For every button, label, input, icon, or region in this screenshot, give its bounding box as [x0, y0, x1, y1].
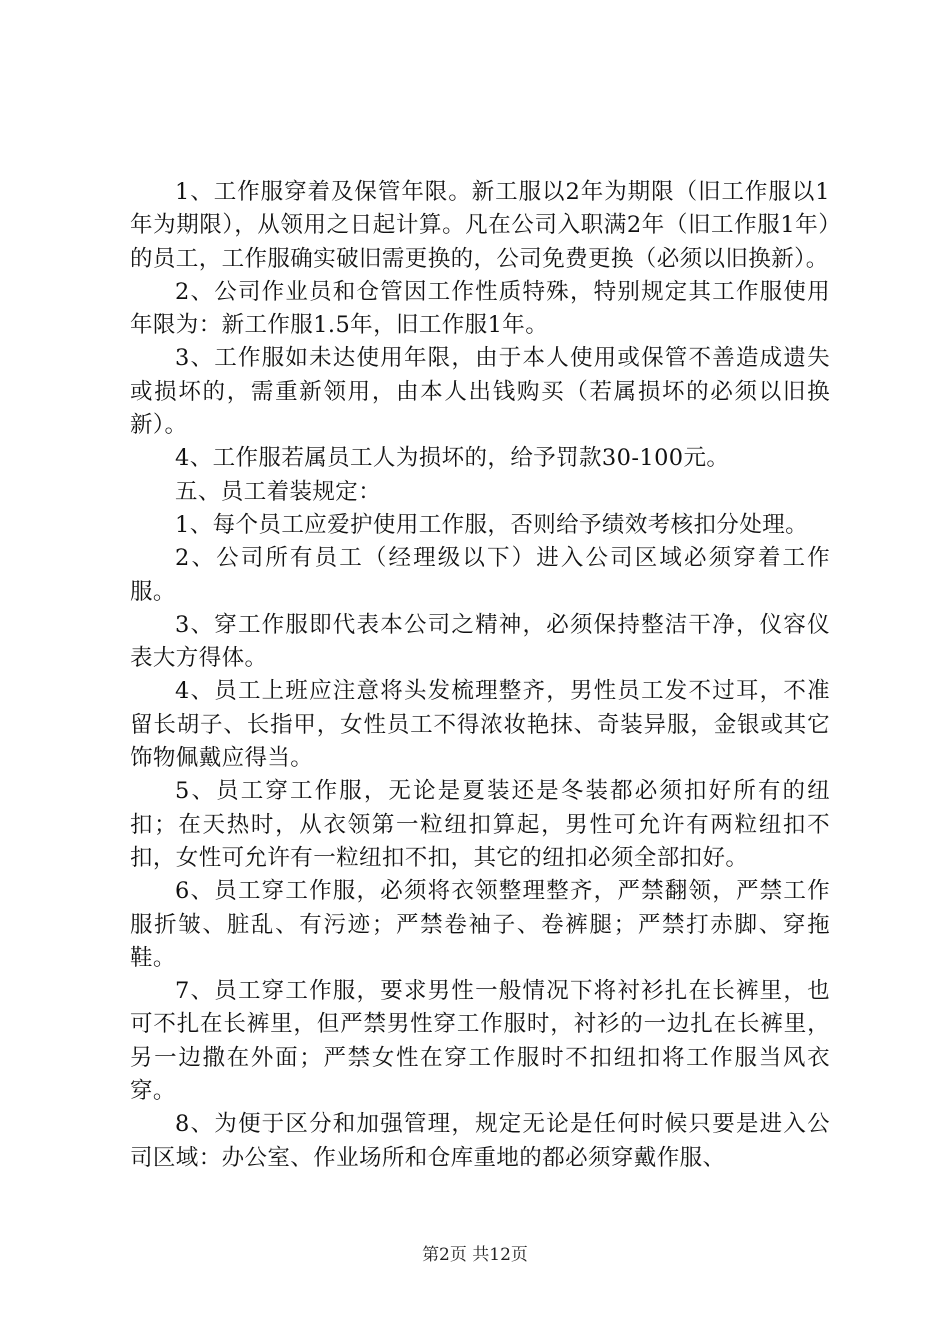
paragraph-grooming: 4、员工上班应注意将头发梳理整齐，男性员工发不过耳，不准留长胡子、长指甲，女性员工不得浓妆艳抹、奇装异服，金银或其它饰物佩戴应得当。: [130, 678, 830, 772]
paragraph-fine: 4、工作服若属员工人为损坏的，给予罚款30-100元。: [175, 445, 730, 472]
paragraph-special-staff-term: 2、公司作业员和仓管因工作性质特殊，特别规定其工作服使用年限为：新工作服1.5年，旧工作服1年。: [130, 278, 830, 339]
paragraph-collar-neatness: 6、员工穿工作服，必须将衣领整理整齐，严禁翻领，严禁工作服折皱、脏乱、有污迹；严禁卷袖子、卷裤腿；严禁打赤脚、穿拖鞋。: [130, 878, 830, 971]
document-body: [130, 176, 830, 1175]
paragraph-wear-in-area: 2、公司所有员工（经理级以下）进入公司区域必须穿着工作服。: [130, 545, 830, 605]
paragraph-uniform-term: 1、工作服穿着及保管年限。新工服以2年为期限（旧工作服以1年为期限），从领用之日起计算。凡在公司入职满2年（旧工作服1年）的员工，工作服确实破旧需更换的，公司免费更换（必须以旧换新）。: [130, 179, 830, 272]
page-number-footer: 第2页 共12页: [422, 1245, 528, 1265]
paragraph-buttons: 5、员工穿工作服，无论是夏装还是冬装都必须扣好所有的纽扣；在天热时，从衣领第一粒纽扣算起，男性可允许有两粒纽扣不扣，女性可允许有一粒纽扣不扣，其它的纽扣必须全部扣好。: [130, 778, 830, 871]
paragraph-company-spirit: 3、穿工作服即代表本公司之精神，必须保持整洁干净，仪容仪表大方得体。: [130, 611, 830, 672]
paragraph-care-uniform: 1、每个员工应爱护使用工作服，否则给予绩效考核扣分处理。: [175, 511, 809, 538]
paragraph-area-management: 8、为便于区分和加强管理，规定无论是任何时候只要是进入公司区域：办公室、作业场所和仓库重地的都必须穿戴作服、: [130, 1111, 830, 1171]
paragraph-shirt-tucking: 7、员工穿工作服，要求男性一般情况下将衬衫扎在长裤里，也可不扎在长裤里，但严禁男性穿工作服时，衬衫的一边扎在长裤里，另一边撒在外面；严禁女性在穿工作服时不扣纽扣将工作服当风衣穿。: [130, 978, 830, 1105]
section-heading-dress-code: 五、员工着装规定：: [175, 478, 382, 505]
paragraph-loss-damage: 3、工作服如未达使用年限，由于本人使用或保管不善造成遗失或损坏的，需重新领用，由本人出钱购买（若属损坏的必须以旧换新）。: [130, 345, 830, 439]
